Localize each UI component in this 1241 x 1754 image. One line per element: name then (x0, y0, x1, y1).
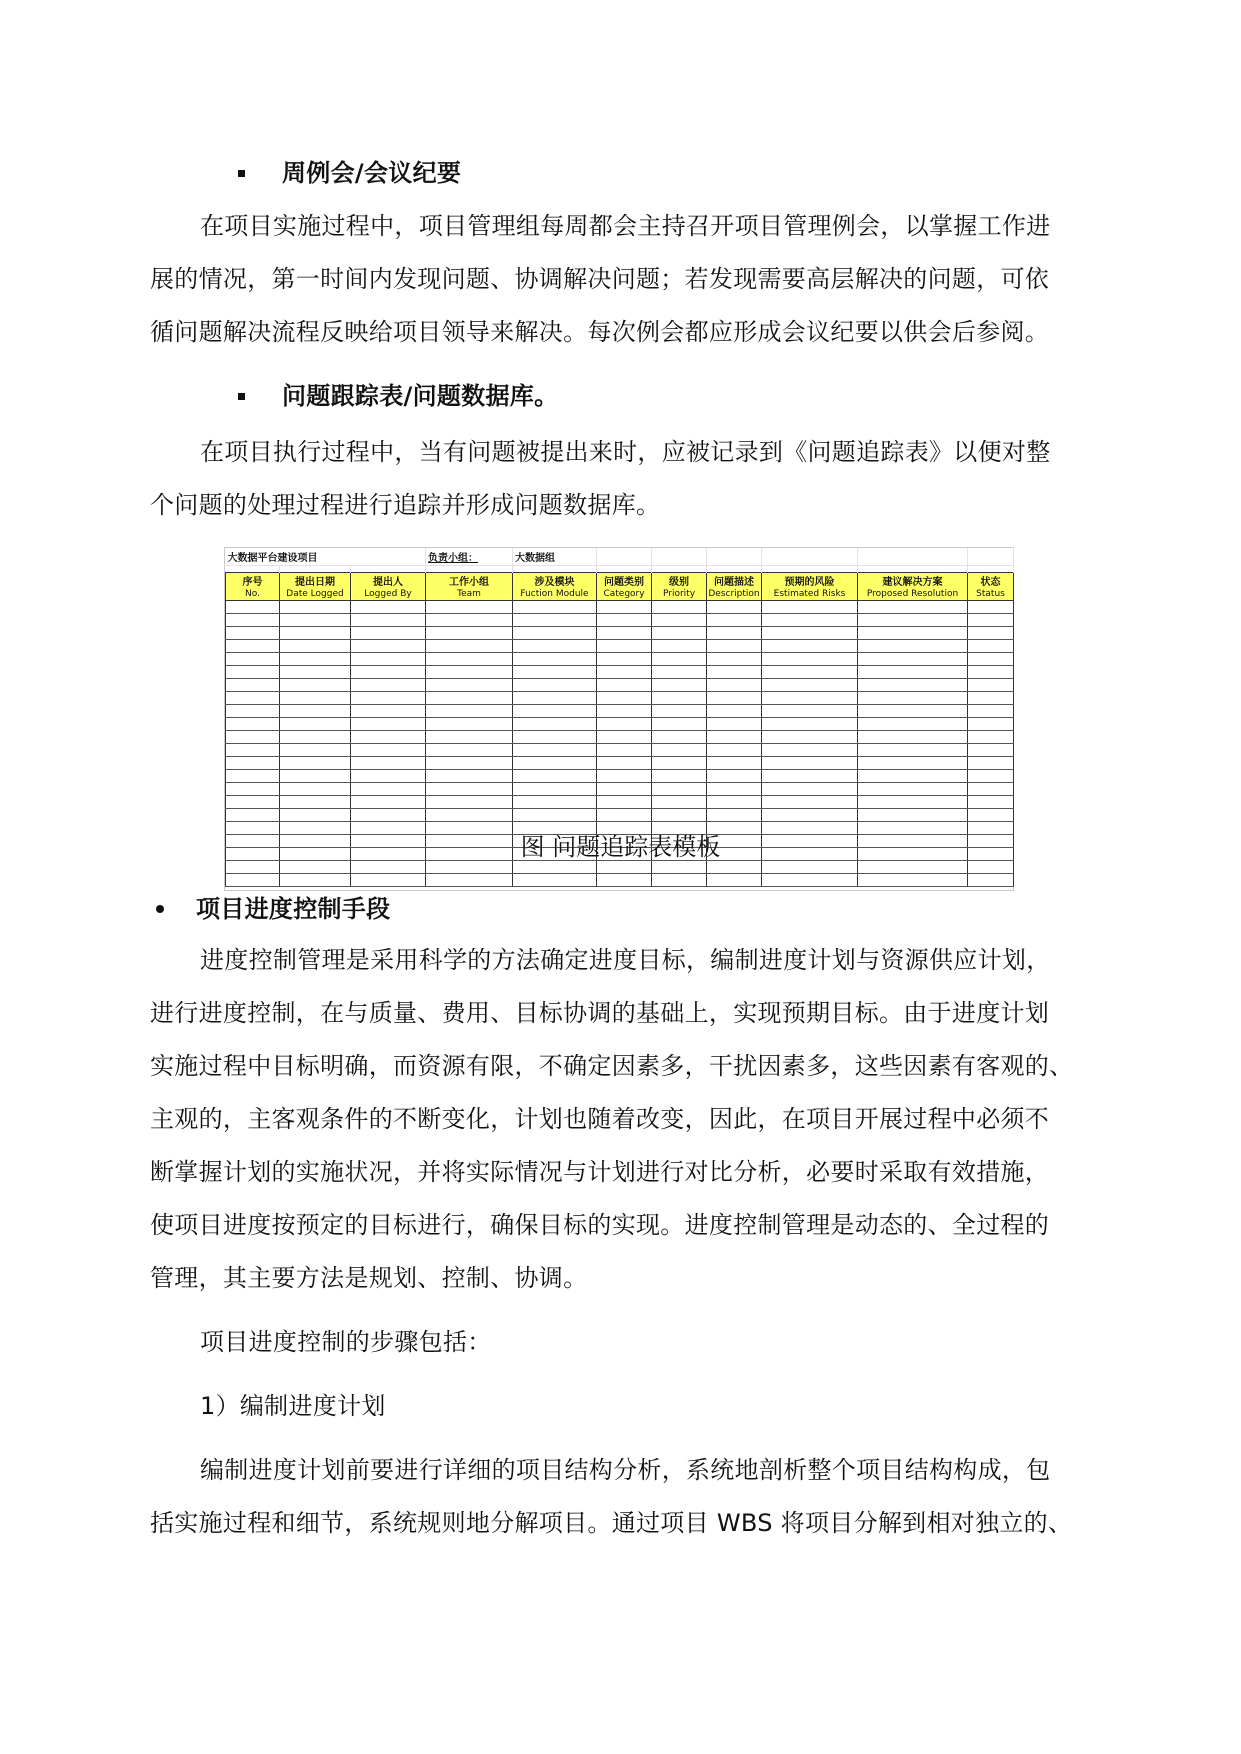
table-cell (513, 757, 597, 770)
table-cell (707, 744, 762, 757)
table-cell (858, 744, 968, 757)
table-cell (858, 653, 968, 666)
table-cell (858, 640, 968, 653)
table-cell (351, 601, 426, 614)
table-cell (762, 796, 858, 809)
table-row (226, 705, 1014, 718)
column-header-cn: 建议解决方案 (858, 573, 968, 589)
table-cell (762, 601, 858, 614)
table-cell (968, 861, 1014, 874)
table-cell (858, 874, 968, 887)
table-cell (226, 757, 280, 770)
table-cell (968, 627, 1014, 640)
table-cell (968, 770, 1014, 783)
table-cell (426, 783, 513, 796)
paragraph-line: 在项目实施过程中，项目管理组每周都会主持召开项目管理例会，以掌握工作进 (200, 212, 1051, 240)
column-header-cn: 涉及模块 (513, 573, 597, 589)
table-row (226, 731, 1014, 744)
table-cell (513, 796, 597, 809)
table-cell (597, 783, 652, 796)
table-cell (597, 874, 652, 887)
column-header-en: Team (426, 588, 513, 601)
table-cell (280, 796, 351, 809)
table-cell (513, 718, 597, 731)
table-cell (280, 718, 351, 731)
column-header-cn: 级别 (652, 573, 707, 589)
paragraph-line: 管理，其主要方法是规划、控制、协调。 (150, 1264, 588, 1292)
table-cell (652, 614, 707, 627)
table-cell (280, 614, 351, 627)
table-cell (762, 770, 858, 783)
table-cell (762, 757, 858, 770)
table-cell (226, 874, 280, 887)
table-cell (226, 718, 280, 731)
table-cell (226, 705, 280, 718)
weekly-meeting-heading: 周例会/会议纪要 (282, 159, 462, 187)
table-cell (351, 653, 426, 666)
table-cell (597, 757, 652, 770)
table-cell (652, 731, 707, 744)
step-1-title: 1）编制进度计划 (200, 1392, 386, 1420)
table-cell (762, 692, 858, 705)
table-cell (597, 731, 652, 744)
table-cell (351, 783, 426, 796)
table-cell (226, 679, 280, 692)
table-cell (226, 692, 280, 705)
schedule-control-heading: 项目进度控制手段 (196, 895, 391, 923)
table-cell (968, 614, 1014, 627)
paragraph-line: 在项目执行过程中，当有问题被提出来时，应被记录到《问题追踪表》以便对整 (200, 438, 1051, 466)
table-cell (707, 653, 762, 666)
blank-cell (597, 548, 652, 566)
table-cell (351, 757, 426, 770)
table-cell (280, 783, 351, 796)
table-cell (426, 614, 513, 627)
table-row (226, 627, 1014, 640)
table-row (226, 796, 1014, 809)
table-cell (652, 666, 707, 679)
table-row (226, 679, 1014, 692)
table-cell (597, 692, 652, 705)
table-cell (226, 796, 280, 809)
column-header-en: Status (968, 588, 1014, 601)
table-cell (597, 809, 652, 822)
table-cell (707, 861, 762, 874)
table-cell (226, 666, 280, 679)
table-cell (351, 770, 426, 783)
table-cell (968, 679, 1014, 692)
table-cell (707, 796, 762, 809)
column-header-cn: 提出日期 (280, 573, 351, 589)
table-cell (597, 770, 652, 783)
table-cell (762, 705, 858, 718)
table-cell (968, 783, 1014, 796)
column-header-cn: 提出人 (351, 573, 426, 589)
table-cell (426, 640, 513, 653)
table-cell (968, 640, 1014, 653)
table-cell (652, 874, 707, 887)
table-cell (762, 666, 858, 679)
blank-cell (968, 548, 1014, 566)
table-row (226, 744, 1014, 757)
table-cell (762, 783, 858, 796)
table-row (226, 874, 1014, 887)
table-cell (426, 718, 513, 731)
table-cell (652, 601, 707, 614)
table-cell (707, 809, 762, 822)
table-cell (858, 666, 968, 679)
table-cell (513, 744, 597, 757)
table-cell (707, 757, 762, 770)
table-cell (280, 861, 351, 874)
table-cell (426, 692, 513, 705)
table-cell (858, 757, 968, 770)
table-cell (597, 718, 652, 731)
table-cell (597, 640, 652, 653)
table-cell (858, 718, 968, 731)
table-cell (652, 679, 707, 692)
table-cell (652, 627, 707, 640)
column-header-cn: 问题类别 (597, 573, 652, 589)
table-cell (351, 705, 426, 718)
table-cell (351, 640, 426, 653)
square-bullet-icon (238, 170, 245, 177)
table-cell (426, 861, 513, 874)
table-row (226, 640, 1014, 653)
table-cell (226, 809, 280, 822)
table-cell (426, 809, 513, 822)
table-cell (226, 770, 280, 783)
table-cell (426, 705, 513, 718)
table-row (226, 601, 1014, 614)
table-cell (226, 861, 280, 874)
table-cell (707, 627, 762, 640)
table-cell (226, 601, 280, 614)
table-cell (858, 796, 968, 809)
table-cell (426, 601, 513, 614)
table-cell (597, 666, 652, 679)
round-bullet-icon (156, 905, 164, 913)
table-cell (597, 705, 652, 718)
table-cell (762, 640, 858, 653)
table-cell (280, 705, 351, 718)
table-cell (597, 796, 652, 809)
table-cell (762, 653, 858, 666)
table-cell (707, 783, 762, 796)
table-cell (858, 731, 968, 744)
table-cell (762, 614, 858, 627)
table-cell (652, 861, 707, 874)
table-cell (513, 627, 597, 640)
column-header-en: Category (597, 588, 652, 601)
table-cell (652, 705, 707, 718)
header-row-chinese (226, 573, 1014, 589)
table-cell (426, 757, 513, 770)
blank-cell (652, 548, 707, 566)
paragraph-line: 使项目进度按预定的目标进行，确保目标的实现。进度控制管理是动态的、全过程的 (150, 1211, 1050, 1239)
table-cell (280, 627, 351, 640)
table-cell (707, 601, 762, 614)
table-cell (226, 653, 280, 666)
table-cell (513, 692, 597, 705)
table-cell (968, 731, 1014, 744)
table-cell (280, 679, 351, 692)
table-row (226, 783, 1014, 796)
table-cell (351, 874, 426, 887)
table-cell (597, 861, 652, 874)
table-cell (351, 718, 426, 731)
table-cell (226, 731, 280, 744)
table-cell (280, 770, 351, 783)
table-cell (858, 627, 968, 640)
table-cell (280, 874, 351, 887)
table-cell (513, 731, 597, 744)
column-header-en: Logged By (351, 588, 426, 601)
paragraph-line: 进度控制管理是采用科学的方法确定进度目标，编制进度计划与资源供应计划， (200, 946, 1051, 974)
table-cell (351, 744, 426, 757)
table-cell (968, 809, 1014, 822)
table-cell (858, 692, 968, 705)
table-cell (968, 757, 1014, 770)
column-header-en: Estimated Risks (762, 588, 858, 601)
table-cell (351, 796, 426, 809)
table-cell (426, 679, 513, 692)
table-cell (351, 666, 426, 679)
table-cell (226, 640, 280, 653)
table-cell (597, 601, 652, 614)
table-cell (426, 874, 513, 887)
paragraph-line: 断掌握计划的实施状况，并将实际情况与计划进行对比分析，必要时采取有效措施， (150, 1158, 1050, 1186)
column-header-en: Date Logged (280, 588, 351, 601)
table-cell (762, 731, 858, 744)
table-cell (351, 679, 426, 692)
table-cell (707, 718, 762, 731)
table-cell (280, 692, 351, 705)
table-cell (426, 770, 513, 783)
paragraph-line: 循问题解决流程反映给项目领导来解决。每次例会都应形成会议纪要以供会后参阅。 (150, 318, 1050, 346)
square-bullet-icon (238, 393, 245, 400)
table-cell (652, 653, 707, 666)
table-cell (968, 692, 1014, 705)
table-cell (968, 718, 1014, 731)
group-label-cell: 负责小组： (426, 548, 513, 566)
table-cell (652, 757, 707, 770)
column-header-cn: 工作小组 (426, 573, 513, 589)
table-cell (513, 770, 597, 783)
column-header-cn: 预期的风险 (762, 573, 858, 589)
table-cell (226, 783, 280, 796)
blank-cell (762, 548, 858, 566)
table-cell (513, 874, 597, 887)
table-cell (968, 601, 1014, 614)
blank-cell (707, 548, 762, 566)
table-cell (426, 731, 513, 744)
table-cell (597, 627, 652, 640)
paragraph-line: 进行进度控制，在与质量、费用、目标协调的基础上，实现预期目标。由于进度计划 (150, 999, 1050, 1027)
table-cell (858, 614, 968, 627)
table-cell (280, 757, 351, 770)
table-cell (762, 861, 858, 874)
table-cell (762, 744, 858, 757)
table-cell (652, 770, 707, 783)
table-cell (652, 783, 707, 796)
table-cell (426, 796, 513, 809)
table-cell (280, 809, 351, 822)
table-row (226, 614, 1014, 627)
table-cell (652, 744, 707, 757)
table-cell (280, 653, 351, 666)
issue-tracking-heading: 问题跟踪表/问题数据库。 (282, 382, 559, 410)
table-cell (280, 731, 351, 744)
table-cell (351, 692, 426, 705)
table-cell (652, 640, 707, 653)
table-cell (858, 770, 968, 783)
table-cell (762, 627, 858, 640)
table-cell (280, 666, 351, 679)
paragraph-line: 实施过程中目标明确，而资源有限，不确定因素多，干扰因素多，这些因素有客观的、 (150, 1052, 1074, 1080)
paragraph-line: 编制进度计划前要进行详细的项目结构分析，系统地剖析整个项目结构构成，包 (200, 1456, 1051, 1484)
paragraph-line: 主观的，主客观条件的不断变化，计划也随着改变，因此，在项目开展过程中必须不 (150, 1105, 1050, 1133)
table-row (226, 770, 1014, 783)
table-cell (426, 744, 513, 757)
table-cell (513, 601, 597, 614)
table-cell (513, 666, 597, 679)
table-cell (652, 809, 707, 822)
table-cell (513, 614, 597, 627)
table-cell (707, 666, 762, 679)
table-cell (968, 705, 1014, 718)
table-cell (652, 796, 707, 809)
group-value-cell: 大数据组 (513, 548, 597, 566)
table-cell (513, 809, 597, 822)
table-cell (858, 705, 968, 718)
table-cell (280, 744, 351, 757)
table-cell (858, 601, 968, 614)
table-cell (707, 770, 762, 783)
table-row (226, 692, 1014, 705)
table-cell (968, 744, 1014, 757)
table-cell (426, 653, 513, 666)
table-cell (597, 744, 652, 757)
table-cell (280, 640, 351, 653)
table-cell (968, 653, 1014, 666)
table-cell (762, 679, 858, 692)
table-cell (351, 614, 426, 627)
table-cell (762, 874, 858, 887)
column-header-cn: 序号 (226, 573, 280, 589)
table-cell (858, 679, 968, 692)
column-header-cn: 状态 (968, 573, 1014, 589)
project-name-cell: 大数据平台建设项目 (226, 548, 426, 566)
column-header-en: Priority (652, 588, 707, 601)
header-row-english (226, 588, 1014, 601)
table-cell (226, 627, 280, 640)
table-cell (707, 874, 762, 887)
table-cell (226, 744, 280, 757)
table-cell (968, 796, 1014, 809)
table-cell (426, 666, 513, 679)
table-cell (351, 861, 426, 874)
table-cell (652, 718, 707, 731)
table-cell (597, 679, 652, 692)
table-cell (426, 627, 513, 640)
table-cell (351, 809, 426, 822)
table-cell (707, 705, 762, 718)
paragraph-line: 展的情况，第一时间内发现问题、协调解决问题；若发现需要高层解决的问题，可依 (150, 265, 1050, 293)
table-row (226, 809, 1014, 822)
table-cell (762, 718, 858, 731)
blank-cell (858, 548, 968, 566)
table-cell (513, 705, 597, 718)
column-header-en: Description (708, 589, 760, 599)
table-cell (707, 614, 762, 627)
column-header-en: Fuction Module (513, 588, 597, 601)
table-cell (858, 861, 968, 874)
table-cell (513, 679, 597, 692)
paragraph-line: 括实施过程和细节，系统规则地分解项目。通过项目 WBS 将项目分解到相对独立的、 (150, 1509, 1073, 1537)
table-cell (597, 653, 652, 666)
table-cell (707, 679, 762, 692)
table-row (226, 718, 1014, 731)
table-row (226, 666, 1014, 679)
table-cell (280, 601, 351, 614)
column-header-cn: 问题描述 (707, 573, 762, 589)
table-cell (707, 692, 762, 705)
table-cell (513, 861, 597, 874)
table-cell (707, 731, 762, 744)
figure-caption: 图 问题追踪表模板 (520, 833, 721, 861)
table-row (226, 757, 1014, 770)
table-cell (707, 640, 762, 653)
table-cell (968, 666, 1014, 679)
table-row (226, 861, 1014, 874)
table-cell (513, 783, 597, 796)
table-cell (513, 653, 597, 666)
table-cell (858, 783, 968, 796)
table-cell (968, 874, 1014, 887)
table-cell (351, 627, 426, 640)
table-row (226, 653, 1014, 666)
table-cell (762, 809, 858, 822)
table-cell (597, 614, 652, 627)
column-header-en: No. (226, 588, 280, 601)
table-cell (226, 614, 280, 627)
paragraph-line: 个问题的处理过程进行追踪并形成问题数据库。 (150, 491, 661, 519)
table-cell (351, 731, 426, 744)
table-cell (858, 809, 968, 822)
column-header-en: Proposed Resolution (858, 588, 968, 601)
table-cell (652, 692, 707, 705)
table-cell (513, 640, 597, 653)
steps-intro: 项目进度控制的步骤包括： (200, 1328, 492, 1356)
